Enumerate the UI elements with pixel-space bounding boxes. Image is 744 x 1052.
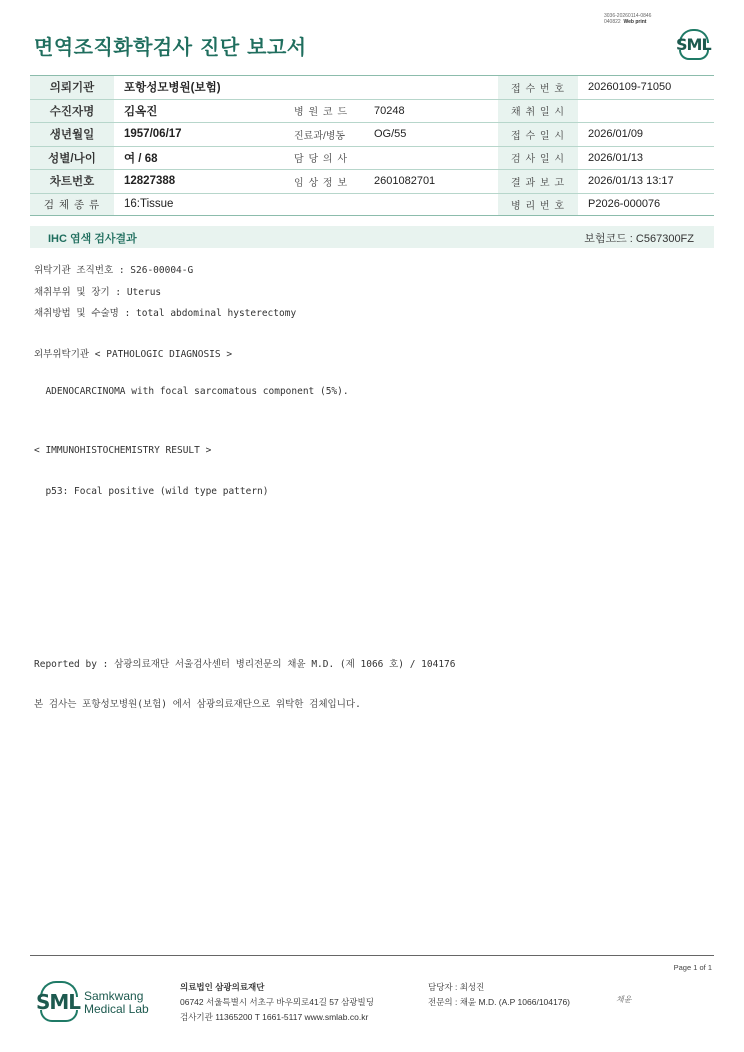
- logo-name-line2: Medical Lab: [84, 1002, 149, 1016]
- collection-method: 채취방법 및 수술명 : total abdominal hysterectomy: [34, 308, 297, 319]
- label-clinical-info: 임 상 정 보: [284, 170, 364, 194]
- org-address: 06742 서울특별시 서초구 바우뫼로41길 57 삼광빌딩: [180, 997, 374, 1007]
- label-birth-date: 생년월일: [30, 123, 114, 147]
- ihc-result-p53: p53: Focal positive (wild type pattern): [34, 486, 269, 497]
- reported-by: Reported by : 삼광의료재단 서울검사센터 병리전문의 채윤 M.D. (제 1066 호) / 104176: [34, 659, 456, 670]
- ihc-result-section-header: [30, 226, 714, 248]
- web-print-label: Web print: [623, 19, 647, 25]
- label-pathology-number: 병 리 번 호: [498, 193, 578, 215]
- value-birth-date: 1957/06/17: [114, 123, 284, 147]
- samkwang-logo: [36, 980, 166, 1024]
- logo-name-line1: Samkwang: [84, 989, 144, 1003]
- page-number: Page 1 of 1: [673, 963, 712, 972]
- info-row: [30, 76, 714, 100]
- org-name: 의료법인 삼광의료재단: [180, 982, 265, 992]
- label-receipt-date: 접 수 일 시: [498, 123, 578, 147]
- label-patient-name: 수진자명: [30, 99, 114, 123]
- value-clinical-info: 2601082701: [364, 170, 498, 194]
- specialist-name: 전문의 : 채윤 M.D. (A.P 1066/104176): [428, 997, 571, 1007]
- responsible-persons: [428, 980, 570, 1010]
- logo-arc-bottom: [679, 50, 709, 60]
- logo-arc-bottom: [40, 1010, 78, 1022]
- label-requesting-institution: 의뢰기관: [30, 76, 114, 100]
- document-code-line1: 3036-20260114-0846: [604, 13, 652, 19]
- section-title: IHC 염색 검사결과: [48, 233, 137, 245]
- document-code: [604, 13, 651, 25]
- value-attending-doctor: [364, 146, 498, 170]
- value-sex-age: 여 / 68: [114, 146, 284, 170]
- label-hospital-code: 병 원 코 드: [284, 99, 364, 123]
- org-contact: 검사기관 11365200 T 1661-5117 www.smlab.co.kr: [180, 1012, 369, 1022]
- footer-divider: [30, 955, 714, 956]
- pathologic-diagnosis: ADENOCARCINOMA with focal sarcomatous component (5%).: [34, 386, 349, 397]
- value-hospital-code: 70248: [364, 99, 498, 123]
- info-row: [30, 193, 714, 215]
- info-row: [30, 146, 714, 170]
- info-row: [30, 99, 714, 123]
- label-specimen-type: 검 체 종 류: [30, 193, 114, 215]
- value-result-report: 2026/01/13 13:17: [578, 170, 714, 194]
- insurance-code: 보험코드 : C567300FZ: [584, 233, 694, 245]
- document-code-line2: 040822: [604, 19, 621, 25]
- label-test-date: 검 사 일 시: [498, 146, 578, 170]
- consignment-tissue-number: 위탁기관 조직번호 : S26-00004-G: [34, 265, 194, 276]
- value-requesting-institution: 포항성모병원(보험): [114, 76, 498, 100]
- value-receipt-number: 20260109-71050: [578, 76, 714, 100]
- organization-info: [180, 980, 374, 1025]
- label-sex-age: 성별/나이: [30, 146, 114, 170]
- label-attending-doctor: 담 당 의 사: [284, 146, 364, 170]
- info-row: [30, 123, 714, 147]
- ihc-result-heading: < IMMUNOHISTOCHEMISTRY RESULT >: [34, 445, 212, 456]
- value-specimen-type: 16:Tissue: [114, 193, 498, 215]
- logo-text: SML: [36, 990, 81, 1014]
- consignment-note: 본 검사는 포항성모병원(보험) 에서 삼광의료재단으로 위탁한 검체입니다.: [34, 699, 361, 710]
- pathologic-diagnosis-heading: 외부위탁기관 < PATHOLOGIC DIAGNOSIS >: [34, 349, 233, 360]
- value-test-date: 2026/01/13: [578, 146, 714, 170]
- document-title: 면역조직화학검사 진단 보고서: [34, 35, 307, 59]
- label-result-report: 결 과 보 고: [498, 170, 578, 194]
- sml-logo: [675, 26, 715, 62]
- logo-name: [84, 990, 149, 1016]
- patient-info-table: [30, 75, 714, 216]
- signature: 채윤: [616, 995, 632, 1004]
- label-department-ward: 진료과/병동: [284, 123, 364, 147]
- value-collection-date: [578, 99, 714, 123]
- value-pathology-number: P2026-000076: [578, 193, 714, 215]
- info-row: [30, 170, 714, 194]
- label-chart-number: 차트번호: [30, 170, 114, 194]
- label-receipt-number: 접 수 번 호: [498, 76, 578, 100]
- collection-site: 채취부위 및 장기 : Uterus: [34, 287, 162, 298]
- logo-text: SML: [676, 35, 711, 54]
- label-collection-date: 채 취 일 시: [498, 99, 578, 123]
- value-department-ward: OG/55: [364, 123, 498, 147]
- value-patient-name: 김옥진: [114, 99, 284, 123]
- manager-name: 담당자 : 최성진: [428, 982, 485, 992]
- value-receipt-date: 2026/01/09: [578, 123, 714, 147]
- value-chart-number: 12827388: [114, 170, 284, 194]
